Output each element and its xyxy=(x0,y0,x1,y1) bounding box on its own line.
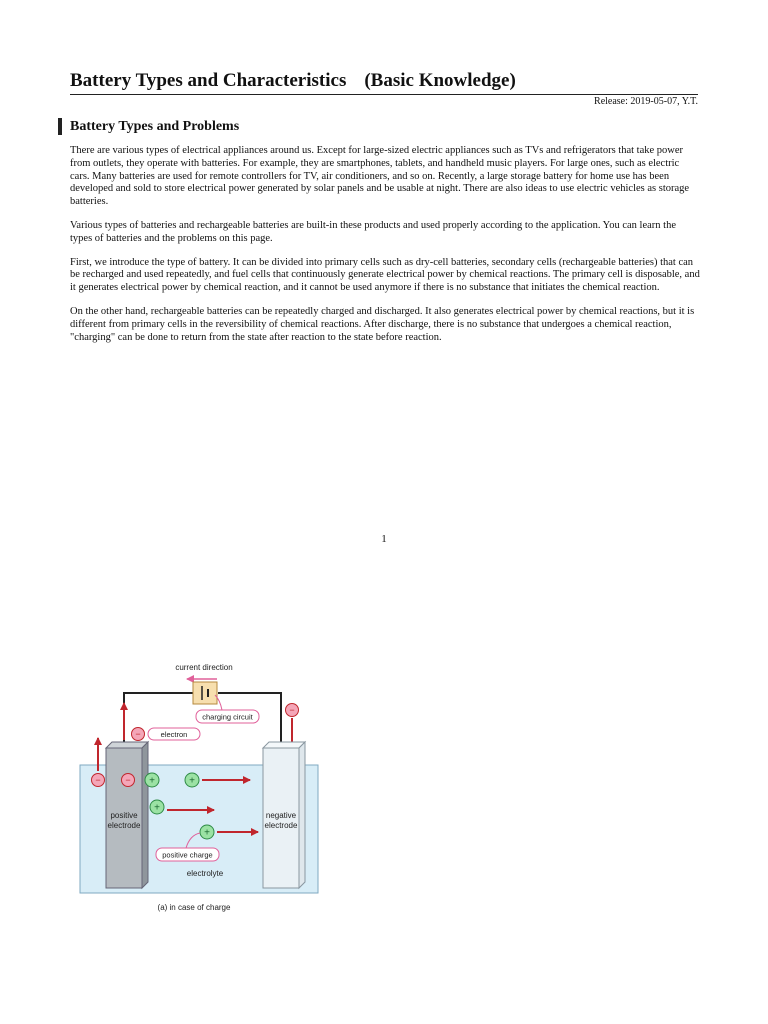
heading-bar xyxy=(58,118,62,135)
paragraph: There are various types of electrical appliances around us. Except for large-sized electric appliances such as TVs and refrigerators that take power from outlets, they operate with batteries. For example, they are smartphones, tablets, and handheld music players. For large ones, such as electric cars. Many batteries are used for remote controllers for TV, air conditioners, and so on. Recently, a large storage battery for home use has been developed and sold to store electrical power generated by solar panels and be usable at night. There are also ideas to use electric vehicles as storage batteries. xyxy=(70,145,690,208)
positive-electrode-top xyxy=(106,742,148,748)
document-title xyxy=(70,70,516,92)
negative-electrode-side xyxy=(299,742,305,888)
page-number: 1 xyxy=(381,533,387,545)
negative-ion-sign: − xyxy=(95,775,101,785)
negative-electrode-label: electrode xyxy=(264,821,298,830)
current-direction-label: current direction xyxy=(175,663,233,672)
paragraph: Various types of batteries and rechargeable batteries are built-in these products and used properly according to the application. You can learn the types of batteries and the problems on this page. xyxy=(70,219,676,244)
title-underline xyxy=(70,94,698,95)
positive-ion-sign: + xyxy=(149,775,155,787)
negative-ion-sign: − xyxy=(289,705,295,715)
positive-electrode-label: electrode xyxy=(107,821,141,830)
title-main: Battery Types and Characteristics xyxy=(70,70,347,91)
electron-ion-sign: − xyxy=(135,729,141,739)
electrolyte-label: electrolyte xyxy=(186,869,224,878)
paragraph: First, we introduce the type of battery. It can be divided into primary cells such as dry-cell batteries, secondary cells (rechargeable batteries) that can be recharged and used repeatedly, and fuel cells that continuously generate electrical power by chemical reactions. The primary cell is disposable, and it generates electrical power by chemical reaction, and it cannot be used anymore if there is no substance that initiates the chemical reaction. xyxy=(70,256,700,294)
positive-electrode-label: positive xyxy=(110,811,138,820)
release-info: Release: 2019-05-07, Y.T. xyxy=(594,96,698,107)
negative-electrode-top xyxy=(263,742,305,748)
electron-label: electron xyxy=(160,730,188,739)
battery-charge-diagram xyxy=(72,655,330,917)
negative-electrode-label: negative xyxy=(265,811,297,820)
battery-icon xyxy=(193,682,217,704)
positive-ion-sign: + xyxy=(189,775,195,787)
body-text xyxy=(70,145,700,355)
section-heading-text: Battery Types and Problems xyxy=(70,118,240,134)
section-heading xyxy=(58,118,239,135)
positive-ion-sign: + xyxy=(204,827,210,839)
figure-caption: (a) in case of charge xyxy=(157,903,231,912)
paragraph: On the other hand, rechargeable batteries can be repeatedly charged and discharged. It also generates electrical power by chemical reactions, but it is different from primary cells in the reversibility of chemical reactions. After discharge, there is no substance that undergoes a chemical reaction, "charging" can be done to return from the state after reaction to the state before reaction. xyxy=(70,305,695,343)
negative-ion-sign: − xyxy=(125,775,131,785)
positive-electrode-side xyxy=(142,742,148,888)
title-subtitle: (Basic Knowledge) xyxy=(364,70,516,91)
positive-ion-sign: + xyxy=(154,802,160,814)
positive-charge-label: positive charge xyxy=(162,850,213,860)
charging-circuit-label: charging circuit xyxy=(202,712,253,722)
